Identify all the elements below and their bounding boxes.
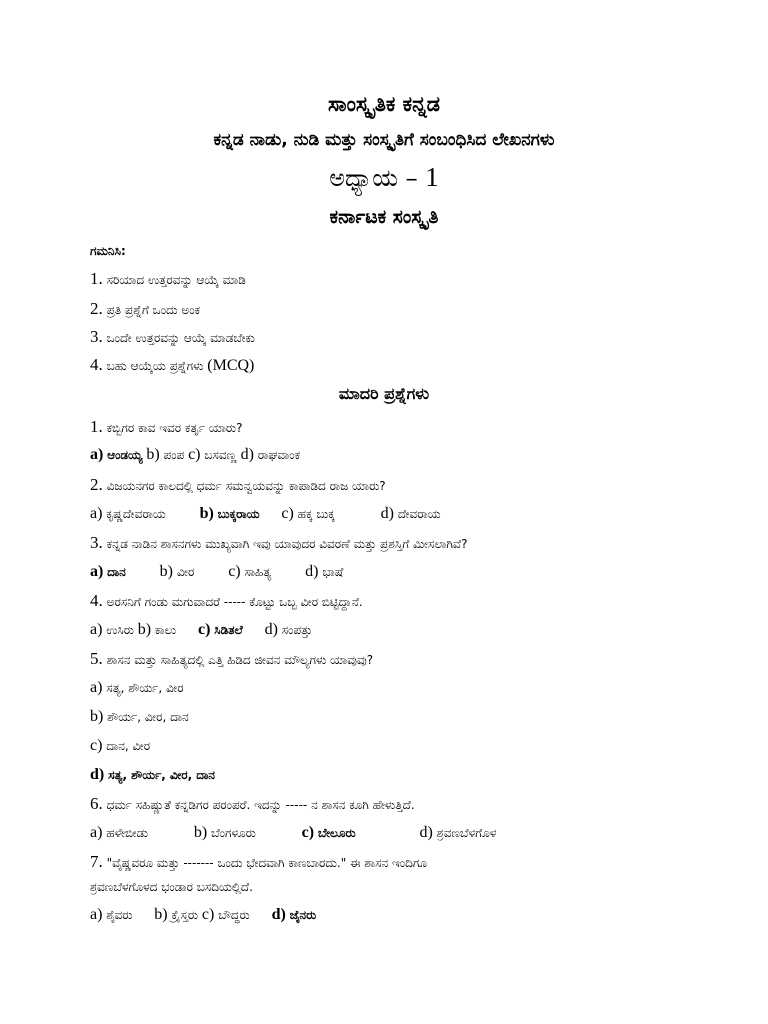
- question-2: 2. ವಿಜಯನಗರ ಕಾಲದಲ್ಲಿ ಧರ್ಮ ಸಮನ್ವಯವನ್ನು ಕಾಪಾಡಿದ ರಾಜ ಯಾರು?: [90, 475, 386, 494]
- question-3: 3. ಕನ್ನಡ ನಾಡಿನ ಶಾಸನಗಳು ಮುಖ್ಯವಾಗಿ ಇವು ಯಾವುದರ ವಿವರಣೆ ಮತ್ತು ಪ್ರಶಸ್ತಿಗೆ ಮೀಸಲಾಗಿವೆ?: [90, 533, 468, 552]
- question-5: 5. ಶಾಸನ ಮತ್ತು ಸಾಹಿತ್ಯದಲ್ಲಿ ಎತ್ತಿ ಹಿಡಿದ ಜೀವನ ಮೌಲ್ಯಗಳು ಯಾವುವು?: [90, 649, 374, 668]
- question-6: 6. ಧರ್ಮ ಸಹಿಷ್ಣುತೆ ಕನ್ನಡಿಗರ ಪರಂಪರೆ. ಇದನ್ನು ----- ನ ಶಾಸನ ಕೂಗಿ ಹೇಳುತ್ತಿದೆ.: [90, 794, 415, 813]
- chapter-number: 1: [425, 162, 439, 192]
- option-correct: ದಾನ: [107, 565, 126, 579]
- option-correct: ಬುಕ್ಕರಾಯ: [217, 507, 260, 521]
- option-correct: ಸತ್ಯ, ಶೌರ್ಯ, ವೀರ, ದಾನ: [108, 768, 215, 782]
- document-title: ಸಾಂಸ್ಕೃತಿಕ ಕನ್ನಡ: [328, 92, 440, 116]
- option-correct: ಸಿಡಿತಲೆ: [214, 623, 243, 637]
- question-7-options: a) ಶೈವರು b) ಕ್ರೈಸ್ತರು c) ಬೌದ್ಧರು d) ಜೈನರು: [90, 906, 317, 923]
- question-4-options: a) ಉಸಿರು b) ಕಾಲು c) ಸಿಡಿತಲೆ d) ಸಂಪತ್ತು: [90, 621, 313, 638]
- note-item: 1. ಸರಿಯಾದ ಉತ್ತರವನ್ನು ಆಯ್ಕೆ ಮಾಡಿ: [90, 269, 246, 288]
- question-1: 1. ಕಬ್ಬಿಗರ ಕಾವ ಇವರ ಕರ್ತೃ ಯಾರು?: [90, 417, 243, 436]
- document-subtitle: ಕನ್ನಡ ನಾಡು, ನುಡಿ ಮತ್ತು ಸಂಸ್ಕೃತಿಗೆ ಸಂಬಂಧಿಸಿದ ಲೇಖನಗಳು: [213, 130, 555, 150]
- question-2-options: a) ಕೃಷ್ಣದೇವರಾಯ b) ಬುಕ್ಕರಾಯ c) ಹಕ್ಕ ಬುಕ್ಕ d) ದೇವರಾಯ: [90, 505, 441, 522]
- question-5-option-a: a) ಸತ್ಯ, ಶೌರ್ಯ, ವೀರ: [90, 679, 184, 696]
- question-3-options: a) ದಾನ b) ವೀರ c) ಸಾಹಿತ್ಯ d) ಭಾಷೆ: [90, 563, 344, 580]
- note-item: 4. ಬಹು ಆಯ್ಕೆಯ ಪ್ರಶ್ನೆಗಳು (MCQ): [90, 355, 255, 374]
- chapter-heading: [0, 162, 768, 193]
- question-6-options: a) ಹಳೇಬೀಡು b) ಬೆಂಗಳೂರು c) ಬೇಲೂರು d) ಶ್ರವಣಬೆಳಗೊಳ: [90, 824, 497, 841]
- mcq-heading: ಮಾದರಿ ಪ್ರಶ್ನೆಗಳು: [338, 384, 430, 403]
- question-1-options: a) ಆಂಡಯ್ಯ b) ಪಂಪ c) ಬಸವಣ್ಣ d) ರಾಘವಾಂಕ: [90, 446, 300, 463]
- question-7-continued: ಶ್ರವಣಬೆಳಗೊಳದ ಭಂಡಾರ ಬಸದಿಯಲ್ಲಿದೆ.: [90, 880, 253, 894]
- option-correct: ಜೈನರು: [289, 908, 317, 922]
- question-7: 7. "ವೈಷ್ಣವರೂ ಮತ್ತು ------- ಒಂದು ಭೇದವಾಗಿ ಕಾಣಬಾರದು." ಈ ಶಾಸನ ಇಂದಿಗೂ: [90, 852, 427, 871]
- note-item: 2. ಪ್ರತಿ ಪ್ರಶ್ನೆಗೆ ಒಂದು ಅಂಕ: [90, 299, 201, 318]
- note-item: 3. ಒಂದೇ ಉತ್ತರವನ್ನು ಆಯ್ಕೆ ಮಾಡಬೇಕು: [90, 327, 255, 346]
- section-title: ಕರ್ನಾಟಕ ಸಂಸ್ಕೃತಿ: [329, 206, 439, 228]
- option-correct: ಬೇಲೂರು: [317, 826, 356, 840]
- question-5-option-d: d) ಸತ್ಯ, ಶೌರ್ಯ, ವೀರ, ದಾನ: [90, 766, 215, 783]
- notes-heading: ಗಮನಿಸಿ:: [90, 244, 126, 258]
- option-correct: ಆಂಡಯ್ಯ: [107, 448, 143, 462]
- chapter-label: ಅಧ್ಯಾಯ –: [329, 164, 418, 192]
- question-5-option-b: b) ಶೌರ್ಯ, ವೀರ, ದಾನ: [90, 708, 189, 725]
- question-5-option-c: c) ದಾನ, ವೀರ: [90, 737, 151, 754]
- question-4: 4. ಅರಸನಿಗೆ ಗಂಡು ಮಗುವಾದರೆ ----- ಕೊಟ್ಟು ಒಬ್ಬ ವೀರ ಬಿಟ್ಟಿದ್ದಾನೆ.: [90, 591, 363, 610]
